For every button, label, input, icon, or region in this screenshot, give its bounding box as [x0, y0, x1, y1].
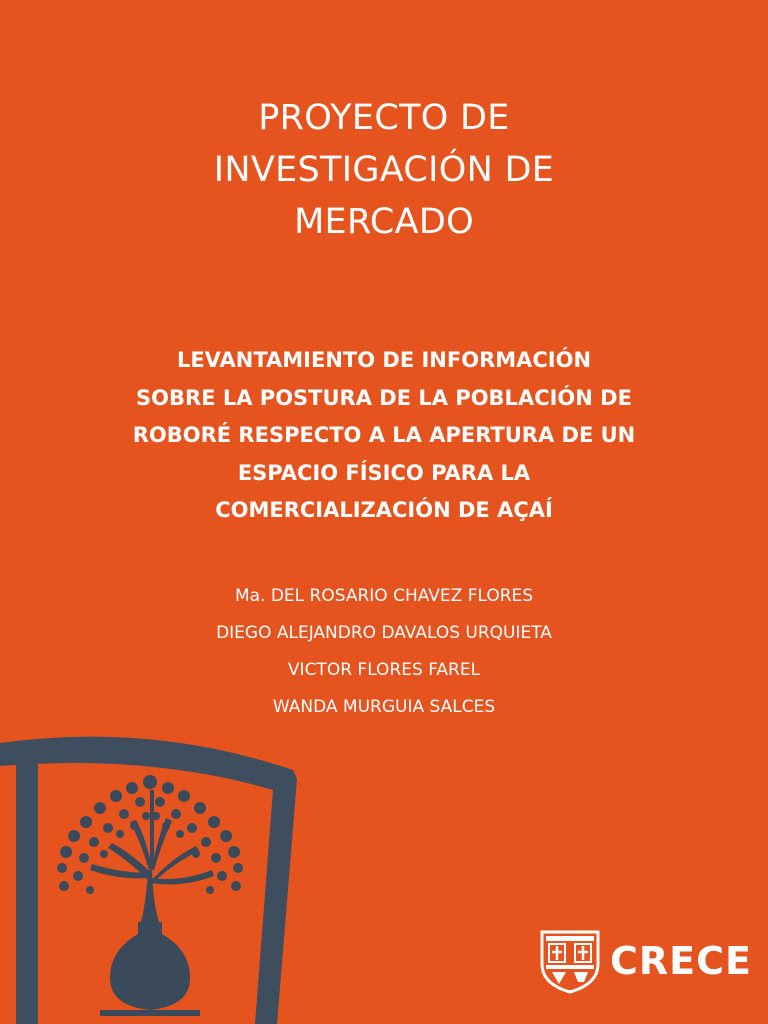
- author-name: VICTOR FLORES FAREL: [287, 660, 481, 680]
- author-name: WANDA MURGUIA SALCES: [272, 697, 496, 717]
- subtitle-line: ROBORÉ RESPECTO A LA APERTURA DE UN: [132, 423, 636, 447]
- tree-in-vase-emblem-icon: [0, 730, 300, 1024]
- author-list: [0, 578, 768, 726]
- subtitle-line: LEVANTAMIENTO DE INFORMACIÓN: [176, 348, 592, 372]
- crece-logo: [538, 928, 752, 994]
- subtitle-line: ESPACIO FÍSICO PARA LA: [237, 460, 531, 485]
- subtitle-line: COMERCIALIZACIÓN DE AÇAÍ: [215, 498, 553, 522]
- title-line: PROYECTO DE: [258, 98, 510, 138]
- vase: [100, 922, 200, 1016]
- university-crest-icon: [538, 928, 602, 994]
- title-line: MERCADO: [294, 202, 474, 242]
- author-name: Ma. DEL ROSARIO CHAVEZ FLORES: [234, 586, 534, 606]
- cover-subtitle: [0, 342, 768, 530]
- author-name: DIEGO ALEJANDRO DAVALOS URQUIETA: [216, 623, 552, 643]
- subtitle-line: SOBRE LA POSTURA DE LA POBLACIÓN DE: [136, 385, 632, 410]
- cover-title: [0, 92, 768, 248]
- crece-logo-text: CRECE: [610, 939, 752, 983]
- title-line: INVESTIGACIÓN DE: [213, 150, 555, 190]
